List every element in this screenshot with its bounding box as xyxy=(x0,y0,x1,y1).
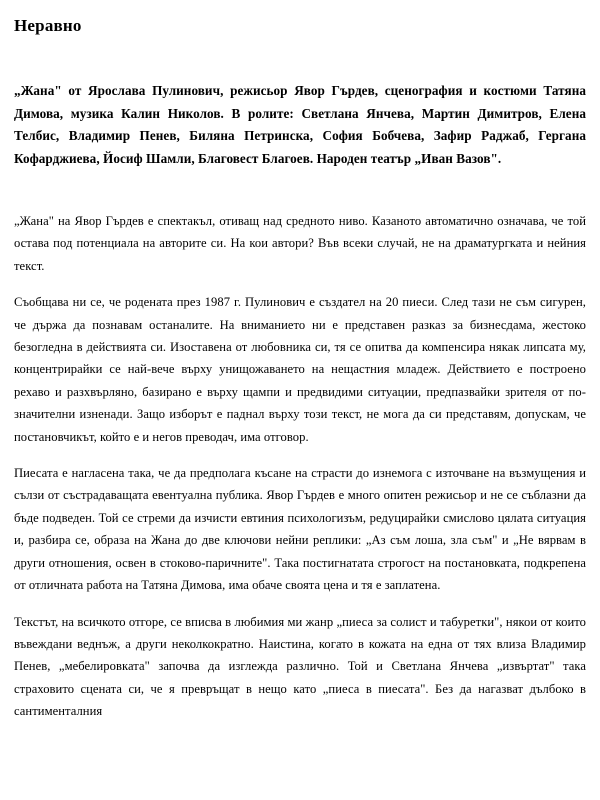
body-paragraph-3: Пиесата е нагласена така, че да предполага късане на страсти до изнемога с източване на възмущения и сълзи от състрадаващата евентуална публика. Явор Гърдев е много опитен режисьор и не се съблазни да бъде подведен. Той се стреми да изчисти евтиния психологизъм, редуцирайки смислово цялата ситуация и, разбира се, образа на Жана до две ключови нейни реплики: „Аз съм лоша, зла съм" и „Не вярвам в други отношения, освен в стоково-паричните". Така постигнатата строгост на постановката, подкрепена от отличната работа на Татяна Димова, има обаче своята цена и тя е заплатена. xyxy=(14,466,586,593)
body-paragraph-4: Текстът, на всичкото отгоре, се вписва в любимия ми жанр „пиеса за солист и табуретки", някои от които въвеждани веднъж, а други неколкократно. Наистина, когато в кожата на една от тях влиза Владимир Пенев, „мебелировката" започва да изглежда различно. Той и Светлана Янчева „извъртат" така страховито сцената си, че я превръщат в нещо като „пиеса в пиесата". Без да нагазват дълбоко в сантименталния xyxy=(14,614,586,719)
body-paragraph-1: „Жана" на Явор Гърдев е спектакъл, отиващ над средното ниво. Казаното автоматично означава, че той остава под потенциала на авторите си. На кои автори? Във всеки случай, не на драматургката и нейния текст. xyxy=(14,214,586,273)
page-title: Неравно xyxy=(14,16,82,35)
body-paragraph-2: Съобщава ни се, че родената през 1987 г. Пулинович е създател на 20 пиеси. След тази не съм сигурен, че държа да познавам останалите. На вниманието ни е представен разказ за бизнесдама, жестоко безогледна в действията си. Изоставена от любовника си, тя се опитва да компенсира някак липсата му, концентрирайки се най-вече върху унищожаването на нещастния младеж. Действието е построено рехаво и разхвърляно, базирано е върху щампи и предвидими ситуации, предпазвайки зрителя от по-значителни изненади. Защо изборът е паднал върху този текст, не мога да си представям, допускам, че постановчикът, който е и негов преводач, има отговор. xyxy=(14,295,586,444)
production-credits: „Жана" от Ярослава Пулинович, режисьор Явор Гърдев, сценография и костюми Татяна Димова, музика Калин Николов. В ролите: Светлана Янчева, Мартин Димитров, Елена Телбис, Владимир Пенев, Биляна Петринска, София Бобчева, Зафир Раджаб, Гергана Кофарджиева, Йосиф Шамли, Благовест Благоев. Народен театър „Иван Вазов". xyxy=(14,83,586,166)
